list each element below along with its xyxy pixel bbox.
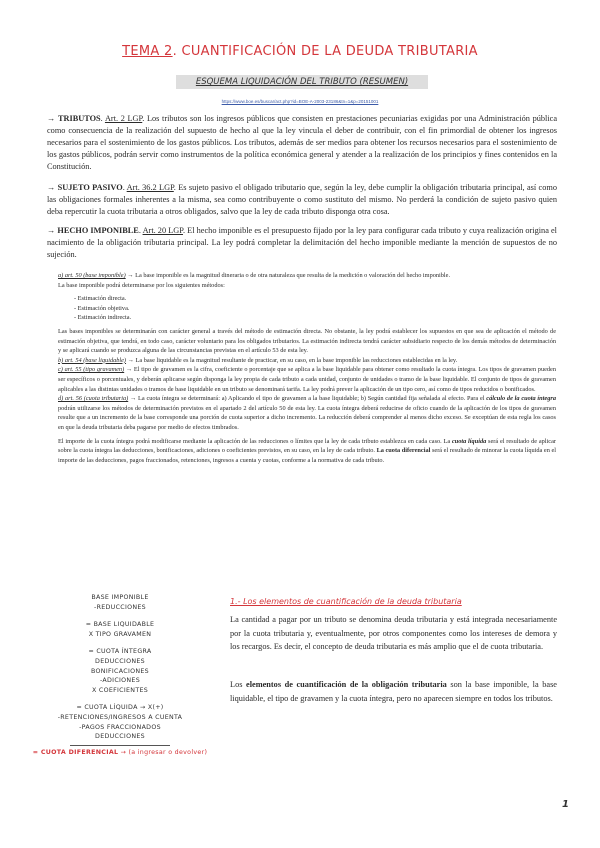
scheme-line: DEDUCCIONES [95,657,145,665]
scheme-line: -PAGOS FRACCIONADOS [79,723,161,731]
final-text-a: El importe de la cuota íntegra podrá modificarse mediante la aplicación de las reducciones o límites que la ley de cada tributo establezca en cada caso. La [58,437,452,445]
final-summary [58,437,556,466]
section-title: 1.- Los elementos de cuantificación de la deuda tributaria [230,597,462,606]
arrow-icon: → [47,226,56,235]
text-tributos: . Los tributos son los ingresos públicos que consisten en prestaciones pecuniarias exigidas por una Administración pública como consecuencia de la realización del supuesto de hecho al que la ley vincula el deber de contribuir, con el fin primordial de obtener los ingresos necesarios para el sostenimiento de los gastos públicos. Los tributos, además de ser medios para obtener los recursos necesarios para el sostenimiento de los gastos públicos, podrán servir como instrumentos de la política económica general y atender a la realización de los principios y fines contenidos en la Constitución. [47,114,558,171]
calculation-scheme [30,593,210,757]
list-item: - Estimación objetiva. [74,304,130,312]
article-56-bold: cálculo de la cuota íntegra [486,395,556,403]
paragraph-tributos: → TRIBUTOS. Art. 2 LGP. Los tributos son los ingresos públicos que consisten en prestaciones pecuniarias exigidas por una Administración pública como consecuencia de la realización del supuesto de hecho al que la ley vincula el deber de contribuir, con el fin primordial de obtener los ingresos necesarios para el sostenimiento de los gastos públicos. Los tributos, además de ser medios para obtener los recursos necesarios para el sostenimiento de los gastos públicos, podrán servir como instrumentos de la política económica general y atender a la realización de los principios y fines contenidos en la Constitución. [47,114,558,171]
text-hecho-imponible: . El hecho imponible es el presupuesto fijado por la ley para configurar cada tributo y cuya realización origina el nacimiento de la obligación tributaria principal. La ley podrá completar la delimitación del hecho imponible mediante la mención de supuestos de no sujeción. [47,226,557,259]
page-title [0,44,600,59]
scheme-line: X COEFICIENTES [91,686,149,694]
scheme-line: DEDUCCIONES [95,733,145,741]
term-sujeto-pasivo: SUJETO PASIVO [57,183,123,192]
section-paragraph-1: La cantidad a pagar por un tributo se denomina deuda tributaria y está integrada necesariamente por la cuota tributaria y, eventualmente, por otros componentes como los intereses de demora y los recargos. Es decir, el concepto de deuda tributaria es más amplio que el de cuota tributaria. [230,615,557,651]
article-54-label: b) art. 54 (base liquidable) [58,356,127,364]
list-item: - Estimación directa. [74,295,127,303]
article-55-text: → El tipo de gravamen es la cifra, coeficiente o porcentaje que se aplica a la base liquidable para obtener como resultado la cuota íntegra. Los tipos de gravamen pueden ser específicos o porcentuales, y deberán aplicarse según disponga la ley propia de cada tributo a cada unidad, conjunto de unidades o tramo de la base liquidable. El conjunto de tipos de gravamen aplicables a las distintas unidades o tramos de base liquidable en un tributo se denominará tarifa. La ley podrá prever la aplicación de un tipo cero, así como de tipos reducidos o bonificados. [58,366,556,393]
final-text-c: será el resultado de aplicar sobre la cuota íntegra las deducciones, bonificaciones, adiciones o coeficientes previstos, en su caso, en la ley de cada tributo. [58,437,556,455]
scheme-line: -REDUCCIONES [94,603,146,611]
scheme-line: BASE IMPONIBLE [91,594,149,601]
source-link[interactable]: https://www.boe.es/buscar/act.php?id=BOE-A-2003-23186&tn=1&p=20151001 [221,99,379,104]
article-50-text3: Las bases imponibles se determinarán con carácter general a través del método de estimación directa. No obstante, la ley podrá establecer los supuestos en que sea de aplicación el método de estimación objetiva, que tendrá, en todo caso, carácter voluntario para los obligados tributarios. La estimación indirecta tendrá carácter subsidiario respecto de los demás métodos de determinación y se aplicará cuando se produzca alguna de las circunstancias previstas en el artículo 53 de esta ley. [58,327,556,355]
page-number: 1 [562,799,569,810]
ref-sujeto-pasivo: Art. 36.2 LGP [126,183,174,192]
article-50 [58,271,556,465]
paragraph-hecho-imponible: → HECHO IMPONIBLE. Art. 20 LGP. El hecho imponible es el presupuesto fijado por la ley para configurar cada tributo y cuya realización origina el nacimiento de la obligación tributaria principal. La ley podrá completar la delimitación del hecho imponible mediante la mención de supuestos de no sujeción. [47,226,557,259]
article-56-text-b: podrán utilizarse los métodos de determinación previstos en el apartado 2 del artículo 50 de esta ley. La cuota íntegra deberá reducirse de oficio cuando de la aplicación de los tipos de gravamen resulte que a un incremento de la base corresponde una porción de cuota superior a dicho incremento. La reducción deberá comprender al menos dicho exceso. Se exceptúan de esta regla los casos en que la deuda tributaria deba pagarse por medio de efectos timbrados. [58,404,556,431]
scheme-line: -ADICIONES [99,677,141,685]
scheme-line: = BASE LIQUIDABLE [85,621,155,629]
arrow-icon: → [47,183,56,192]
title-text: . CUANTIFICACIÓN DE LA DEUDA TRIBUTARIA [172,44,478,59]
arrow-icon: → [47,114,56,123]
cuota-diferencial-label: = CUOTA DIFERENCIAL [32,748,119,756]
final-bold-1: cuota líquida [451,437,487,445]
term-tributos: TRIBUTOS [57,114,101,123]
article-50-label: a) art. 50 (base imponible) [58,272,126,279]
scheme-line: = CUOTA ÍNTEGRA [88,648,152,656]
scheme-line: = CUOTA LÍQUIDA → X(+) [76,704,164,712]
final-text-d: será el resultado de minorar la cuota líquida en el importe de las deducciones, pagos fraccionados, retenciones, ingresos a cuenta y cuotas, conforme a la normativa de cada tributo. [58,447,556,464]
methods-list [74,294,556,323]
subtitle: ESQUEMA LIQUIDACIÓN DEL TRIBUTO (RESUMEN) [176,75,428,89]
section-p2-bold: elementos de cuantificación de la obligación tributaria [246,680,447,689]
article-50-text: → La base imponible es la magnitud dineraria o de otra naturaleza que resulta de la medición o valoración del hecho imponible. [125,272,451,279]
scheme-line: -RETENCIONES/INGRESOS A CUENTA [57,713,183,721]
list-item: - Estimación indirecta. [74,314,132,322]
paragraph-sujeto-pasivo: → SUJETO PASIVO. Art. 36.2 LGP. Es sujeto pasivo el obligado tributario que, según la ley, debe cumplir la obligación tributaria principal, así como las obligaciones formales inherentes a la misma, sea como contribuyente o como sustituto del mismo. No perderá la condición de sujeto pasivo quien deba repercutir la cuota tributaria a otros obligados, salvo que la ley de cada tributo disponga otra cosa. [47,183,557,216]
scheme-final [30,748,210,758]
section-p2-b: son la base imponible, la base liquidable, el tipo de gravamen y la cuota íntegra, pero no aparecen siempre en todos los tributos. [230,680,557,703]
article-56-label: d) art. 56 (cuota tributaria) [58,395,129,403]
article-54-text: → La base liquidable es la magnitud resultante de practicar, en su caso, en la base imponible las reducciones establecidas en la ley. [126,356,458,364]
article-50-text2: La base imponible podrá determinarse por los siguientes métodos: [58,281,225,289]
article-56-text-a: → La cuota íntegra se determinará: a) Aplicando el tipo de gravamen a la base liquidable; b) Según cantidad fija señalada al efecto. Para el [128,395,487,403]
title-number: TEMA 2 [122,44,173,59]
text-sujeto-pasivo: . Es sujeto pasivo el obligado tributario que, según la ley, debe cumplir la obligación tributaria principal, así como las obligaciones formales inherentes a la misma, sea como contribuyente o como sustituto del mismo. No perderá la condición de sujeto pasivo quien deba repercutir la cuota tributaria a otros obligados, salvo que la ley de cada tributo disponga otra cosa. [47,183,557,216]
term-hecho-imponible: HECHO IMPONIBLE [57,226,139,235]
cuota-diferencial-note: → (a ingresar o devolver) [120,748,208,756]
section-p2-a: Los [230,680,247,689]
ref-hecho-imponible: Art. 20 LGP [142,226,183,235]
final-bold-2: La cuota diferencial [376,447,431,455]
ref-tributos: Art. 2 LGP [104,114,143,123]
scheme-line: X TIPO GRAVAMEN [88,630,152,638]
divider [70,745,170,746]
section-paragraph-2 [230,678,557,705]
scheme-line: BONIFICACIONES [91,667,149,675]
article-55-label: c) art. 55 (tipo gravamen) [58,366,125,374]
